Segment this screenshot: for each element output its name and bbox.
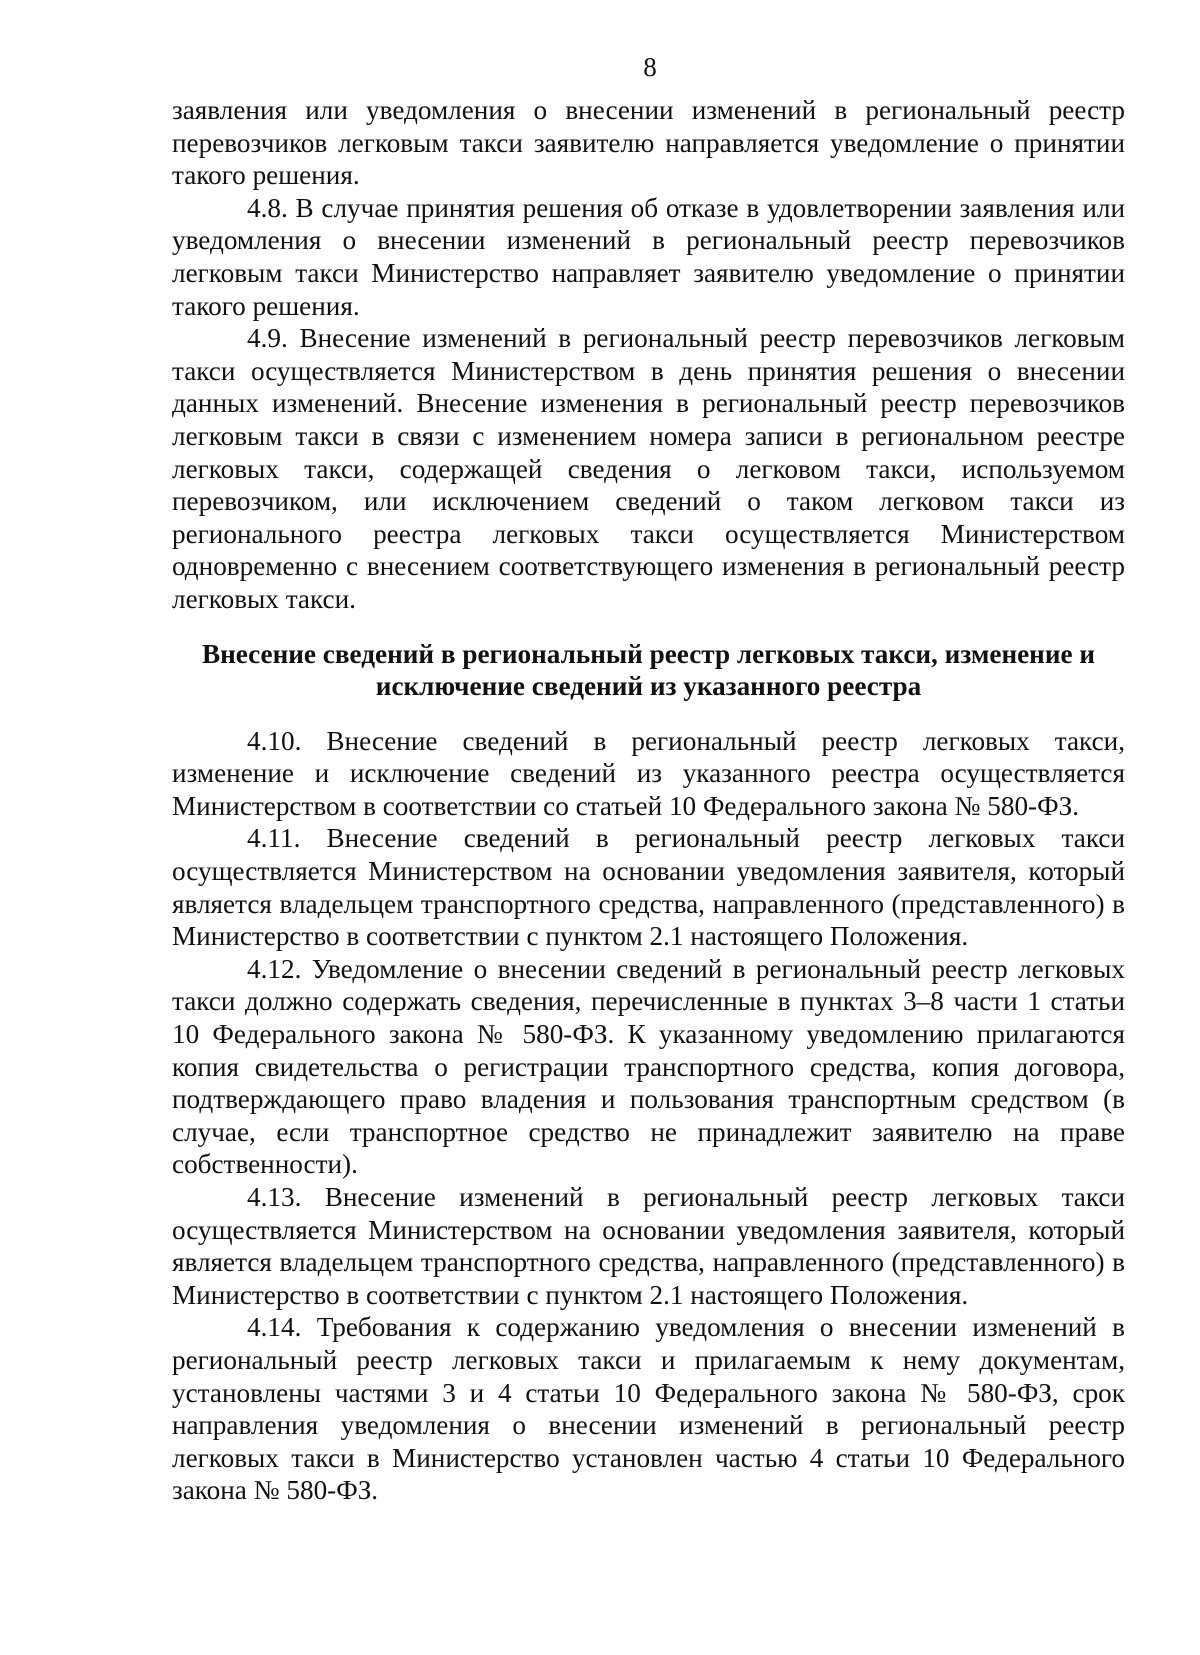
paragraph-4-8: 4.8. В случае принятия решения об отказе в удовлетворении заявления или уведомления о внесении изменений в региональный реестр перевозчиков легковым такси Министерство направляет заявителю уведомление о принятии такого решения. (172, 192, 1125, 321)
paragraph-4-13: 4.13. Внесение изменений в региональный реестр легковых такси осуществляется Министерством на основании уведомления заявителя, который является владельцем транспортного средства, направленного (представленного) в Министерство в соответствии с пунктом 2.1 настоящего Положения. (172, 1182, 1125, 1310)
document-body (172, 94, 1125, 1507)
paragraph-continuation: заявления или уведомления о внесении изменений в региональный реестр перевозчиков легковым такси заявителю направляется уведомление о принятии такого решения. (172, 95, 1125, 191)
section-heading-line-1: Внесение сведений в региональный реестр легковых такси, изменение и (201, 638, 1096, 669)
paragraph-4-12: 4.12. Уведомление о внесении сведений в региональный реестр легковых такси должно содержать сведения, перечисленные в пунктах 3–8 части 1 статьи 10 Федерального закона № 580-ФЗ. К указанному уведомлению прилагаются копия свидетельства о регистрации транспортного средства, копия договора, подтверждающего право владения и пользования транспортным средством (в случае, если транспортное средство не принадлежит заявителю на праве собственности). (172, 953, 1125, 1180)
paragraph-4-14: 4.14. Требования к содержанию уведомления о внесении изменений в региональный реестр легковых такси и прилагаемым к нему документам, установлены частями 3 и 4 статьи 10 Федерального закона № 580-ФЗ, срок направления уведомления о внесении изменений в региональный реестр легковых такси в Министерство установлен частью 4 статьи 10 Федерального закона № 580-ФЗ. (172, 1312, 1125, 1506)
paragraph-4-10: 4.10. Внесение сведений в региональный реестр легковых такси, изменение и исключение сведений из указанного реестра осуществляется Министерством в соответствии со статьей 10 Федерального закона № 580-ФЗ. (172, 725, 1125, 821)
section-heading (172, 638, 1125, 703)
paragraph-4-9: 4.9. Внесение изменений в региональный реестр перевозчиков легковым такси осуществляется Министерством в день принятия решения о внесении данных изменений. Внесение изменения в региональный реестр перевозчиков легковым такси в связи с изменением номера записи в региональном реестре легковых такси, содержащей сведения о легковом такси, используемом перевозчиком, или исключением сведений о таком легковом такси из регионального реестра легковых такси осуществляется Министерством одновременно с внесением соответствующего изменения в региональный реестр легковых такси. (172, 323, 1125, 614)
page-number: 8 (643, 52, 657, 82)
paragraph-4-11: 4.11. Внесение сведений в региональный реестр легковых такси осуществляется Министерством на основании уведомления заявителя, который является владельцем транспортного средства, направленного (представленного) в Министерство в соответствии с пунктом 2.1 настоящего Положения. (172, 823, 1125, 952)
section-heading-line-2: исключение сведений из указанного реестра (375, 671, 922, 702)
